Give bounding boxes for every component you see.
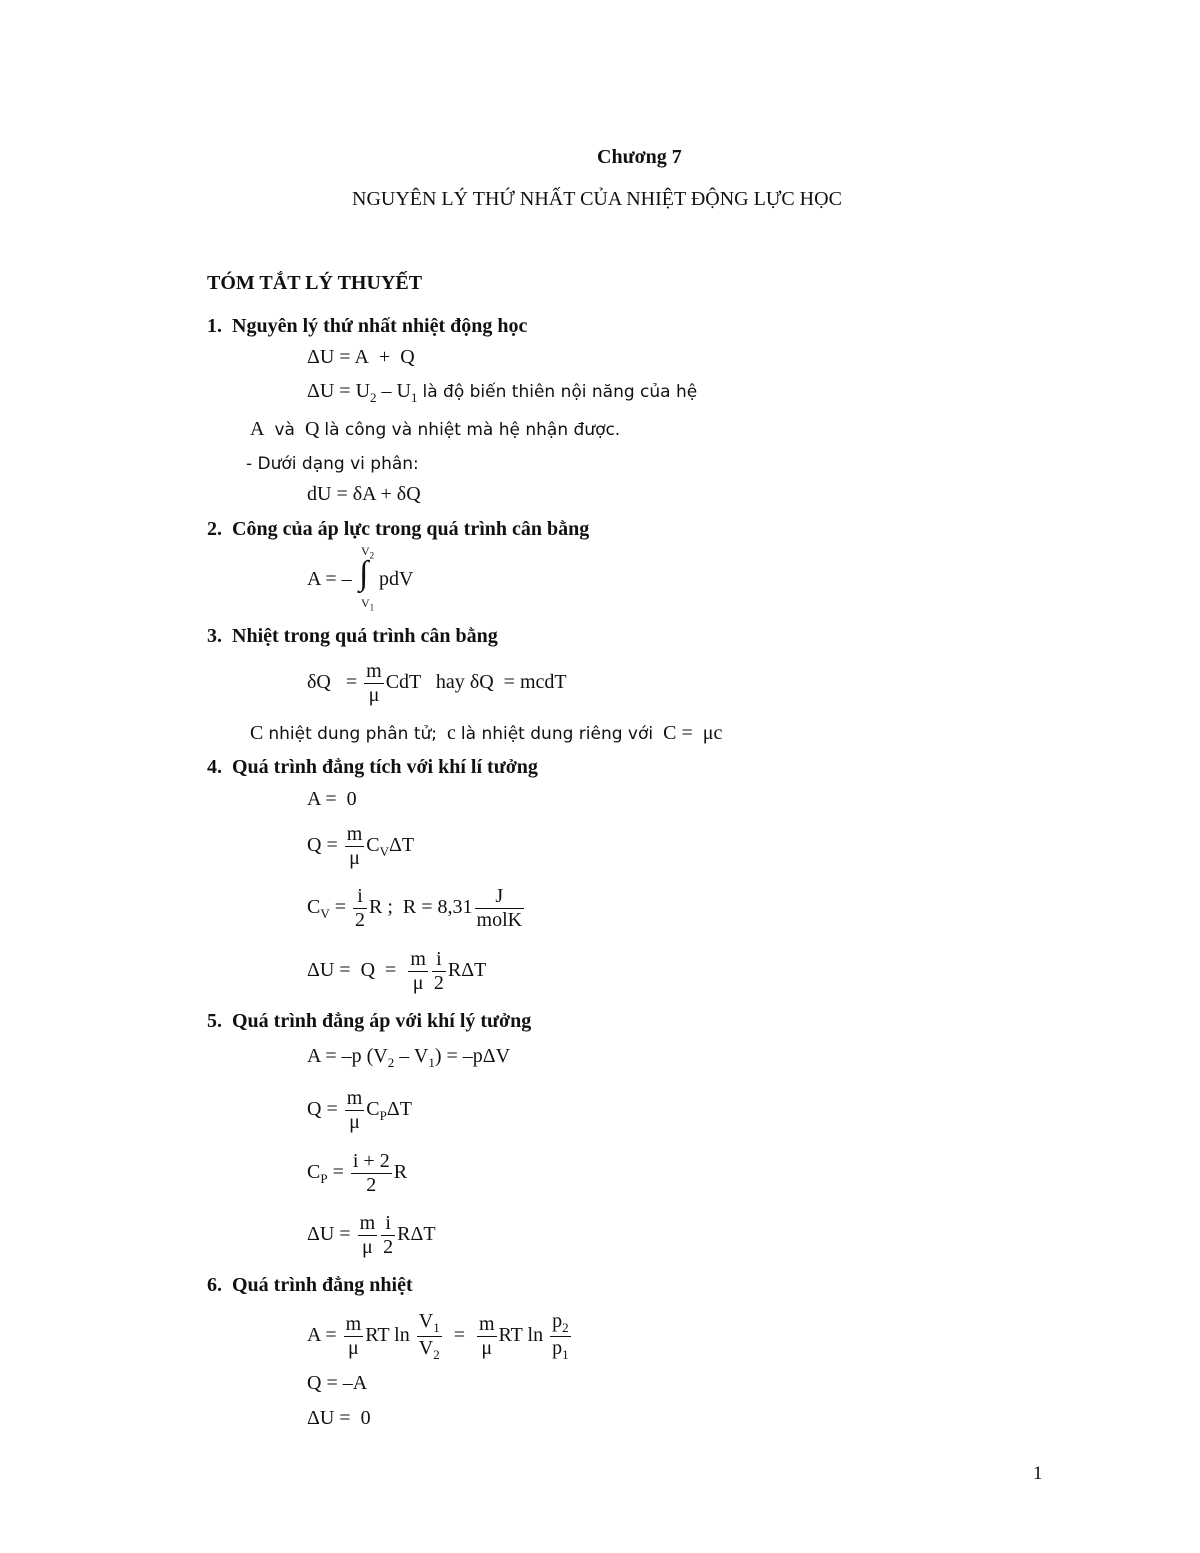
section-5-heading: 5. Quá trình đẳng áp với khí lý tưởng: [207, 1010, 532, 1032]
eq-iso-v-du: ΔU = Q = $\frac{m}{\mu}$ $\frac{i}{2}$ RΔT: [307, 948, 487, 994]
section-1-heading: 1. Nguyên lý thứ nhất nhiệt động học: [207, 315, 528, 337]
eq-iso-p-du: ΔU = $\frac{m}{\mu}$ $\frac{i}{2}$ RΔT: [307, 1212, 436, 1258]
s1-note-aq: A và Q là công và nhiệt mà hệ nhận được.: [250, 418, 621, 440]
eq-heat: δQ = $\frac{m}{\mu}$ CdT hay δQ = mcdT: [307, 660, 567, 706]
eq-iso-p-work: A = –p $(V_2 - V_1) = -p\Delta V$: [307, 1045, 511, 1070]
eq-work-integral: A = – $V_2$ ∫ $V_1$ pdV: [307, 544, 414, 613]
eq-first-law: ΔU = A + Q: [307, 346, 415, 368]
eq-iso-t-du: ΔU = 0: [307, 1407, 371, 1429]
summary-heading: TÓM TẮT LÝ THUYẾT: [207, 272, 423, 294]
eq-delta-u: $\Delta U = U_2 - U_1$ là độ biến thiên nội năng của hệ: [307, 380, 698, 405]
s3-note: C nhiệt dung phân tử; c là nhiệt dung riêng với C = μc: [250, 722, 723, 744]
eq-cp: $C_P$ = $\frac{i + 2}{2}$ R: [307, 1150, 408, 1196]
chapter-label: Chương 7: [597, 146, 682, 168]
section-6-heading: 6. Quá trình đẳng nhiệt: [207, 1274, 413, 1296]
eq-iso-v-work: A = 0: [307, 788, 357, 810]
eq-cv: $C_V$ = $\frac{i}{2}$ R ; R = 8,31 $\frac{J}{\text{molK}}$: [307, 885, 523, 931]
page-number: 1: [1033, 1463, 1043, 1484]
section-3-heading: 3. Nhiệt trong quá trình cân bằng: [207, 625, 498, 647]
eq-iso-t-heat: Q = –A: [307, 1372, 368, 1394]
eq-iso-p-heat: Q = $\frac{m}{\mu}$ $C_P\Delta T$: [307, 1087, 412, 1133]
section-2-heading: 2. Công của áp lực trong quá trình cân bằng: [207, 518, 590, 540]
eq-iso-t-work: A = $\frac{m}{\mu}$ RT ln $\frac{V_1}{V_2}$ = $\frac{m}{\mu}$ RT ln $\frac{p_2}{p_1}$: [307, 1310, 569, 1362]
eq-differential: dU = δA + δQ: [307, 483, 421, 505]
eq-iso-v-heat: Q = $\frac{m}{\mu}$ $C_V\Delta T$: [307, 823, 415, 869]
chapter-title: NGUYÊN LÝ THỨ NHẤT CỦA NHIỆT ĐỘNG LỰC HỌC: [352, 188, 842, 210]
s1-note-diff: - Dưới dạng vi phân:: [246, 454, 419, 474]
section-4-heading: 4. Quá trình đẳng tích với khí lí tưởng: [207, 756, 538, 778]
